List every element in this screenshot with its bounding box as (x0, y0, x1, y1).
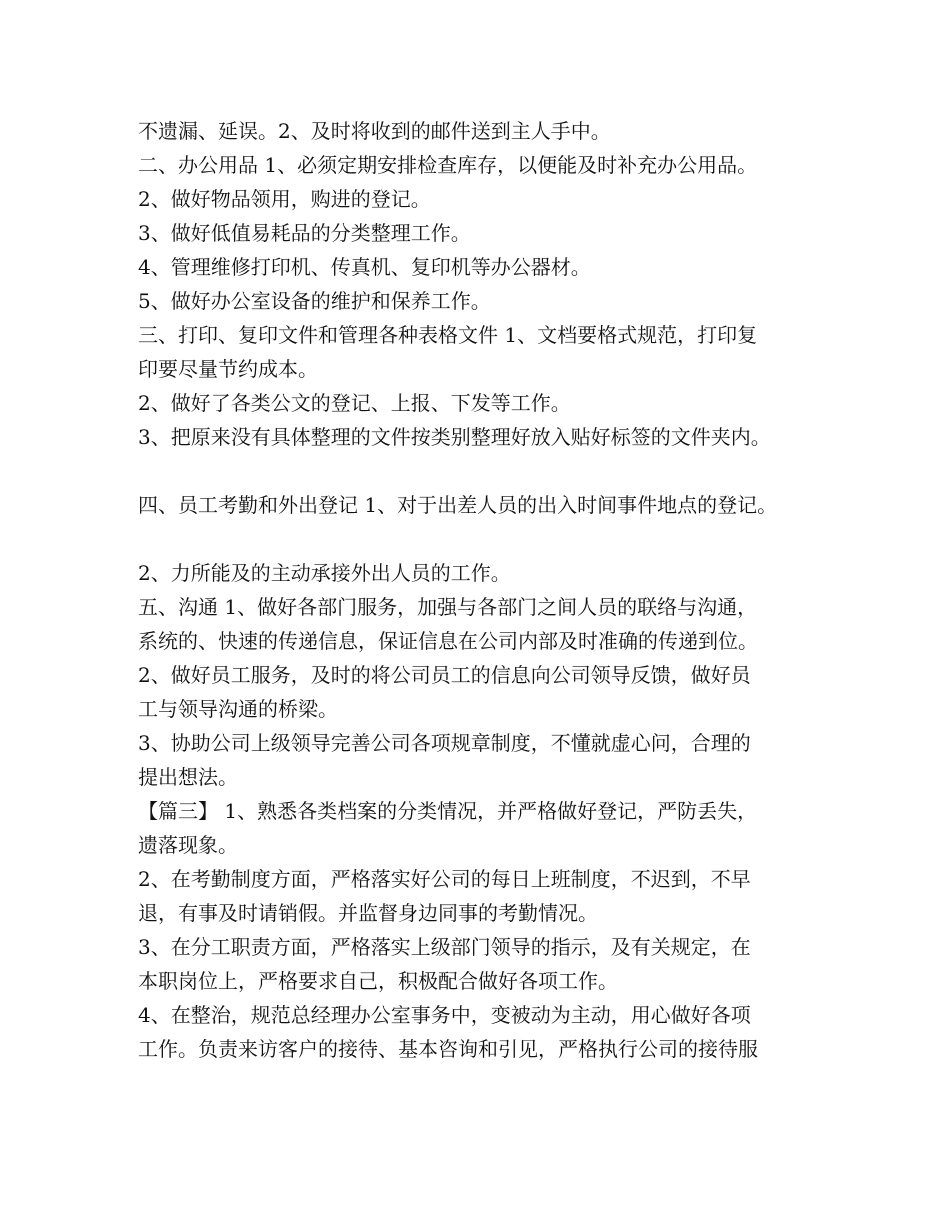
text-line: 【篇三】 1、熟悉各类档案的分类情况，并严格做好登记，严防丢失， (138, 799, 758, 823)
text-line: 三、打印、复印文件和管理各种表格文件 1、文档要格式规范，打印复 (138, 323, 758, 347)
text-line: 3、把原来没有具体整理的文件按类别整理好放入贴好标签的文件夹内。 (138, 425, 771, 449)
text-line: 3、在分工职责方面，严格落实上级部门领导的指示，及有关规定，在 (138, 935, 751, 959)
text-line: 2、做好物品领用，购进的登记。 (138, 187, 431, 211)
text-line: 2、在考勤制度方面，严格落实好公司的每日上班制度，不迟到，不早 (138, 867, 751, 891)
text-line: 退，有事及时请销假。并监督身边同事的考勤情况。 (138, 901, 598, 925)
text-line: 2、做好了各类公文的登记、上报、下发等工作。 (138, 391, 571, 415)
text-line: 2、力所能及的主动承接外出人员的工作。 (138, 561, 511, 585)
text-line: 工作。负责来访客户的接待、基本咨询和引见，严格执行公司的接待服 (138, 1037, 758, 1061)
text-line: 二、办公用品 1、必须定期安排检查库存，以便能及时补充办公用品。 (138, 153, 758, 177)
text-line: 4、管理维修打印机、传真机、复印机等办公器材。 (138, 255, 591, 279)
text-line: 本职岗位上，严格要求自己，积极配合做好各项工作。 (138, 969, 618, 993)
text-line: 3、做好低值易耗品的分类整理工作。 (138, 221, 471, 245)
text-line: 系统的、快速的传递信息，保证信息在公司内部及时准确的传递到位。 (138, 629, 758, 653)
paragraph-gap (138, 522, 838, 556)
text-line: 印要尽量节约成本。 (138, 357, 318, 381)
text-line: 5、做好办公室设备的维护和保养工作。 (138, 289, 491, 313)
text-line: 工与领导沟通的桥梁。 (138, 697, 338, 721)
text-line: 遗落现象。 (138, 833, 238, 857)
text-line: 四、员工考勤和外出登记 1、对于出差人员的出入时间事件地点的登记。 (138, 493, 778, 517)
text-line: 提出想法。 (138, 765, 238, 789)
text-line: 五、沟通 1、做好各部门服务，加强与各部门之间人员的联络与沟通， (138, 595, 758, 619)
document-body (138, 114, 838, 1066)
text-line: 不遗漏、延误。2、及时将收到的邮件送到主人手中。 (138, 119, 611, 143)
text-line: 4、在整治，规范总经理办公室事务中，变被动为主动，用心做好各项 (138, 1003, 751, 1027)
text-line: 2、做好员工服务，及时的将公司员工的信息向公司领导反馈，做好员 (138, 663, 751, 687)
paragraph-gap (138, 454, 838, 488)
text-line: 3、协助公司上级领导完善公司各项规章制度，不懂就虚心问，合理的 (138, 731, 751, 755)
